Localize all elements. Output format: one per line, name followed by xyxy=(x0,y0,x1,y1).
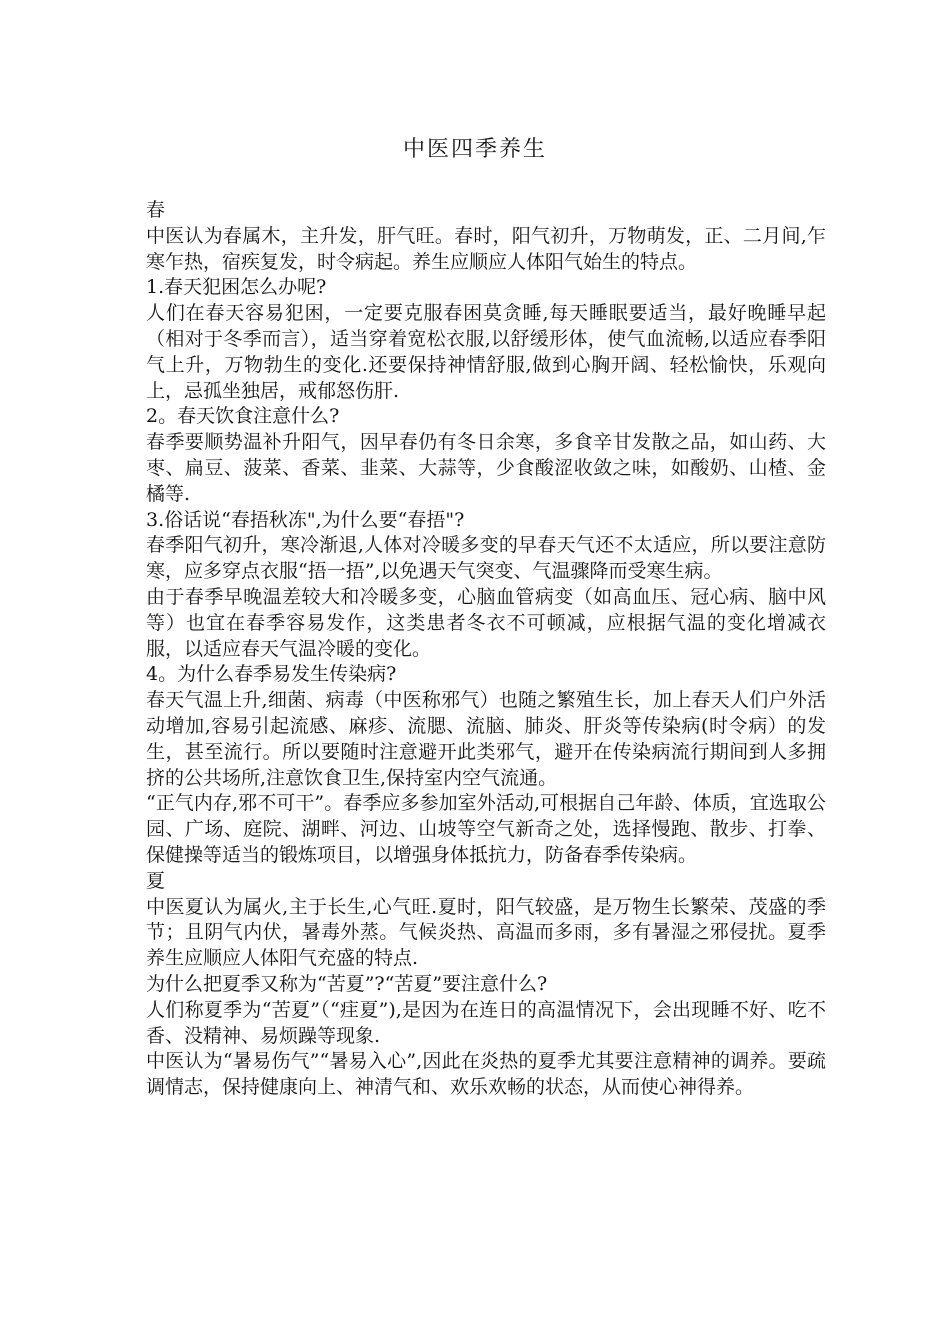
paragraph: 春天气温上升,细菌、病毒（中医称邪气）也随之繁殖生长，加上春天人们户外活动增加,容易引起流感、麻疹、流腮、流脑、肺炎、肝炎等传染病(时令病）的发生，甚至流行。所以要随时注意避开此类邪气，避开在传染病流行期间到人多拥挤的公共场所,注意饮食卫生,保持室内空气流通。 xyxy=(146,689,826,789)
paragraph: 中医认为春属木，主升发，肝气旺。春时，阳气初升，万物萌发，正、二月间,乍寒乍热，宿疾复发，时令病起。养生应顺应人体阳气始生的特点。 xyxy=(146,224,826,273)
section-heading-summer: 夏 xyxy=(146,869,166,892)
document-title: 中医四季养生 xyxy=(402,137,547,162)
question-heading: 1.春天犯困怎么办呢? xyxy=(146,276,327,299)
question-heading: 4。为什么春季易发生传染病? xyxy=(146,663,397,686)
paragraph: “正气内存,邪不可干”。春季应多参加室外活动,可根据自己年龄、体质，宜选取公园、广场、庭院、湖畔、河边、山坡等空气新奇之处，选择慢跑、散步、打拳、保健操等适当的锻炼项目，以增强身体抵抗力，防备春季传染病。 xyxy=(146,792,826,866)
paragraph: 由于春季早晚温差较大和冷暖多变，心脑血管病变（如高血压、冠心病、脑中风等）也宜在春季容易发作，这类患者冬衣不可顿减，应根据气温的变化增减衣服，以适应春天气温冷暖的变化。 xyxy=(146,585,826,660)
section-heading-spring: 春 xyxy=(146,199,166,221)
question-heading: 为什么把夏季又称为“苦夏”?“苦夏”要注意什么? xyxy=(146,972,548,995)
paragraph: 人们在春天容易犯困，一定要克服春困莫贪睡,每天睡眠要适当，最好晚睡早起（相对于冬季而言），适当穿着宽松衣服,以舒缓形体，使气血流畅,以适应春季阳气上升，万物勃生的变化.还要保持神情舒服,做到心胸开阔、轻松愉快，乐观向上，忌孤坐独居，戒郁怒伤肝. xyxy=(146,302,826,402)
paragraph: 中医夏认为属火,主于长生,心气旺.夏时，阳气较盛，是万物生长繁荣、茂盛的季节；且阴气内伏，暑毒外蒸。气候炎热、高温而多雨，多有暑湿之邪侵扰。夏季养生应顺应人体阳气充盛的特点. xyxy=(146,895,826,970)
document-body xyxy=(146,198,826,1101)
paragraph: 中医认为“暑易伤气”“暑易入心”,因此在炎热的夏季尤其要注意精神的调养。要疏调情志，保持健康向上、神清气和、欢乐欢畅的状态，从而使心神得养。 xyxy=(146,1050,826,1099)
question-heading: 2。春天饮食注意什么? xyxy=(146,405,340,428)
paragraph: 春季要顺势温补升阳气，因早春仍有冬日余寒，多食辛甘发散之品，如山药、大枣、扁豆、菠菜、香菜、韭菜、大蒜等，少食酸涩收敛之味，如酸奶、山楂、金橘等. xyxy=(146,431,826,505)
paragraph: 人们称夏季为“苦夏”（“疰夏”),是因为在连日的高温情况下，会出现睡不好、吃不香、没精神、易烦躁等现象. xyxy=(146,998,826,1047)
paragraph: 春季阳气初升，寒冷渐退,人体对冷暖多变的早春天气还不太适应，所以要注意防寒，应多穿点衣服“捂一捂”,以免遇天气突变、气温骤降而受寒生病。 xyxy=(146,534,826,583)
question-heading: 3.俗话说“春捂秋冻",为什么要“春捂"? xyxy=(146,508,465,531)
